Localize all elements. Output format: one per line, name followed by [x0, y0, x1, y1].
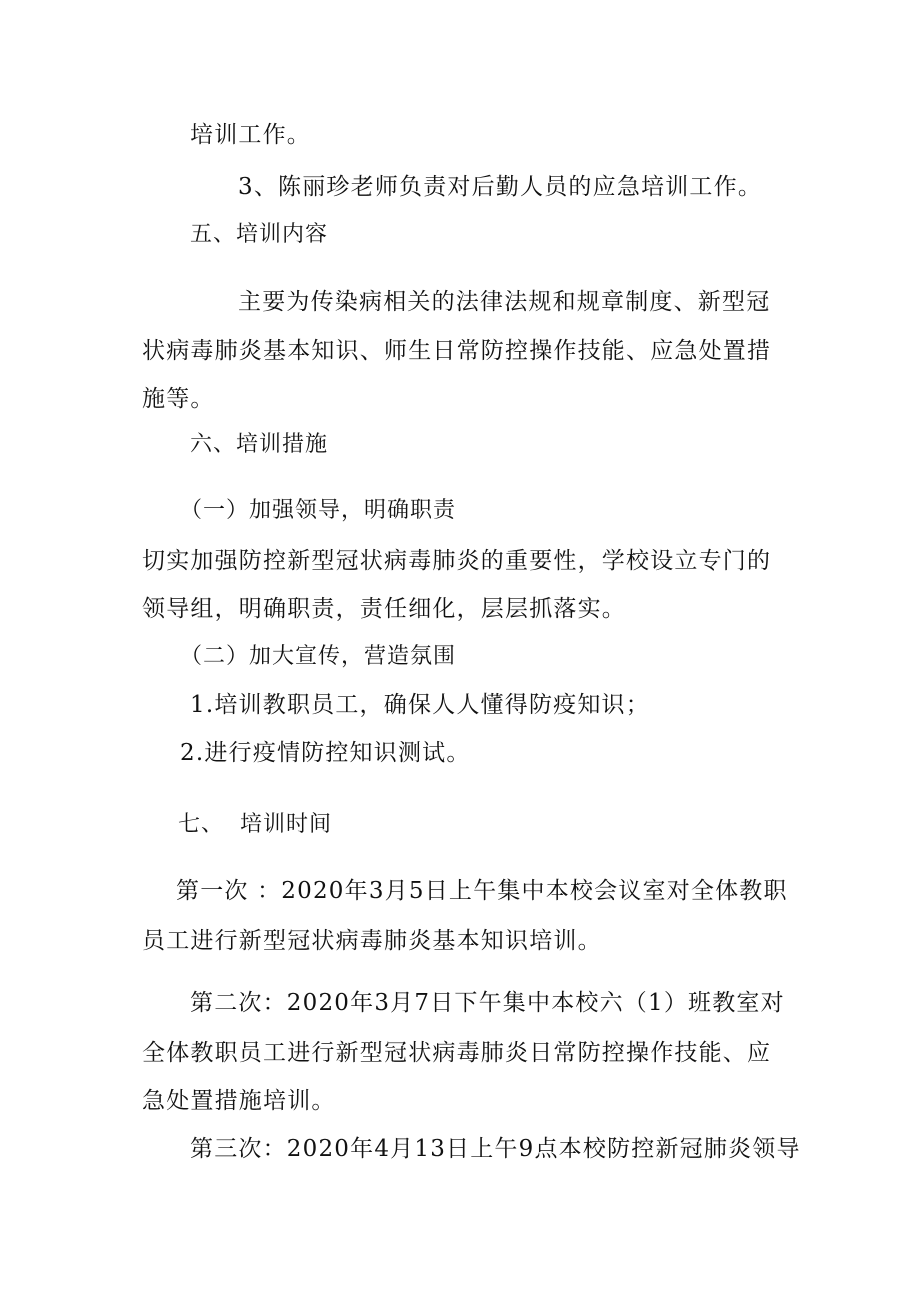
- paragraph-line: 急处置措施培训。: [142, 1088, 336, 1114]
- paragraph-line: 培训工作。: [190, 122, 311, 148]
- subsection-heading-1: （一）加强领导，明确职责: [180, 498, 457, 523]
- paragraph-line: 第二次：2020年3月7日下午集中本校六（1）班教室对: [190, 990, 785, 1016]
- paragraph-line: 切实加强防控新型冠状病毒肺炎的重要性，学校设立专门的: [142, 548, 772, 574]
- paragraph-line: 领导组，明确职责，责任细化，层层抓落实。: [142, 596, 626, 622]
- section-heading-7: 七、 培训时间: [178, 812, 332, 837]
- list-item: 1.培训教职员工，确保人人懂得防疫知识；: [190, 692, 650, 718]
- section-heading-6: 六、培训措施: [190, 432, 329, 457]
- paragraph-line: 员工进行新型冠状病毒肺炎基本知识培训。: [142, 928, 602, 954]
- list-item: 2.进行疫情防控知识测试。: [180, 740, 471, 766]
- paragraph-line: 状病毒肺炎基本知识、师生日常防控操作技能、应急处置措: [142, 338, 772, 364]
- subsection-heading-2: （二）加大宣传，营造氛围: [180, 644, 457, 669]
- paragraph-line: 3、陈丽珍老师负责对后勤人员的应急培训工作。: [238, 174, 763, 200]
- paragraph-line: 主要为传染病相关的法律法规和规章制度、新型冠: [238, 289, 771, 315]
- paragraph-line: 第三次：2020年4月13日上午9点本校防控新冠肺炎领导: [190, 1136, 801, 1162]
- section-heading-5: 五、培训内容: [190, 222, 329, 247]
- paragraph-line: 施等。: [142, 386, 215, 412]
- paragraph-line: 全体教职员工进行新型冠状病毒肺炎日常防控操作技能、应: [142, 1040, 772, 1066]
- paragraph-line: 第一次 ：2020年3月5日上午集中本校会议室对全体教职: [176, 878, 788, 904]
